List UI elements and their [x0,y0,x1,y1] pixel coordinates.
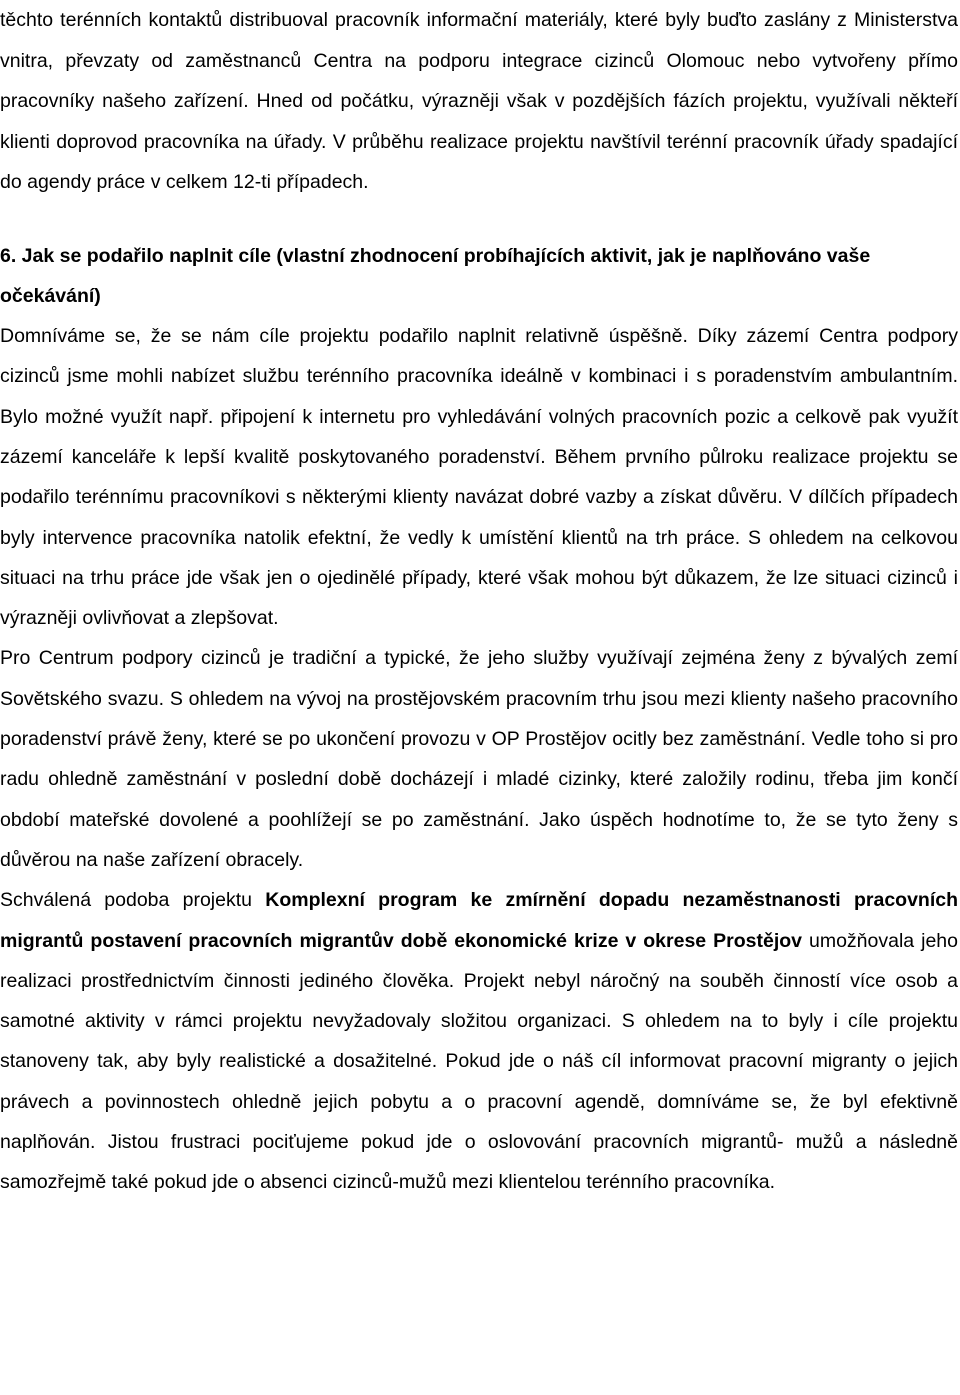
paragraph-3-rest-text: umožňovala jeho realizaci prostřednictvím činnosti jediného člověka. Projekt nebyl náročný na souběh činností více osob a samotné aktivity v rámci projektu nevyžadovaly složitou organizaci. S ohledem na to byly i cíle projektu stanoveny tak, aby byly realistické a dosažitelné. Pokud jde o náš cíl informovat pracovní migranty o jejich právech a povinnostech ohledně jejich pobytu a o pracovní agendě, domníváme se, že byl efektivně naplňován. Jistou frustraci pociťujeme pokud jde o oslovování pracovních migrantů- mužů a následně samozřejmě také pokud jde o absenci cizinců-mužů mezi klientelou terénního pracovníka. [0,929,958,1194]
section-6-heading: 6. Jak se podařilo naplnit cíle (vlastní zhodnocení probíhajících aktivit, jak je naplňováno vaše očekávání) [0,244,871,307]
project-title: Komplexní program ke zmírnění dopadu nezaměstnanosti pracovních migrantů postavení pracovních migrantův době ekonomické krize v okrese Prostějov [0,889,959,952]
section-6-paragraph-2: Pro Centrum podpory cizinců je tradiční a typické, že jeho služby využívají zejména ženy z bývalých zemí Sovětského svazu. S ohledem na vývoj na prostějovském pracovním trhu jsou mezi klienty našeho pracovního poradenství právě ženy, které se po ukončení provozu v OP Prostějov ocitly bez zaměstnání. Vedle toho si pro radu ohledně zaměstnání v poslední době docházejí i mladé cizinky, které založily rodinu, třeba jim končí období mateřské dovolené a poohlížejí se po zaměstnání. Jako úspěch hodnotíme to, že se tyto ženy s důvěrou na naše zařízení obracely. [0,647,958,871]
section-6-paragraph-1: Domníváme se, že se nám cíle projektu podařilo naplnit relativně úspěšně. Díky zázemí Centra podpory cizinců jsme mohli nabízet službu terénního pracovníka ideálně v kombinaci i s poradenstvím ambulantním. Bylo možné využít např. připojení k internetu pro vyhledávání volných pracovních pozic a celkově pak využít zázemí kanceláře k lepší kvalitě poskytovaného poradenství. Během prvního půlroku realizace projektu se podařilo terénnímu pracovníkovi s některými klienty navázat dobré vazby a získat důvěru. V dílčích případech byly intervence pracovníka natolik efektní, že vedly k umístění klientů na trh práce. S ohledem na celkovou situaci na trhu práce jde však jen o ojedinělé případy, které však mohou být důkazem, že lze situaci cizinců i výrazněji ovlivňovat a zlepšovat. [0,325,958,630]
intro-paragraph: těchto terénních kontaktů distribuoval pracovník informační materiály, které byly buďto zaslány z Ministerstva vnitra, převzaty od zaměstnanců Centra na podporu integrace cizinců Olomouc nebo vytvořeny přímo pracovníky našeho zařízení. Hned od počátku, výrazněji však v pozdějších fázích projektu, využívali někteří klienti doprovod pracovníka na úřady. V průběhu realizace projektu navštívil terénní pracovník úřady spadající do agendy práce v celkem 12-ti případech. [0,9,958,193]
paragraph-3-lead-text: Schválená podoba projektu [0,889,266,912]
section-6-paragraph-3 [0,880,958,1202]
